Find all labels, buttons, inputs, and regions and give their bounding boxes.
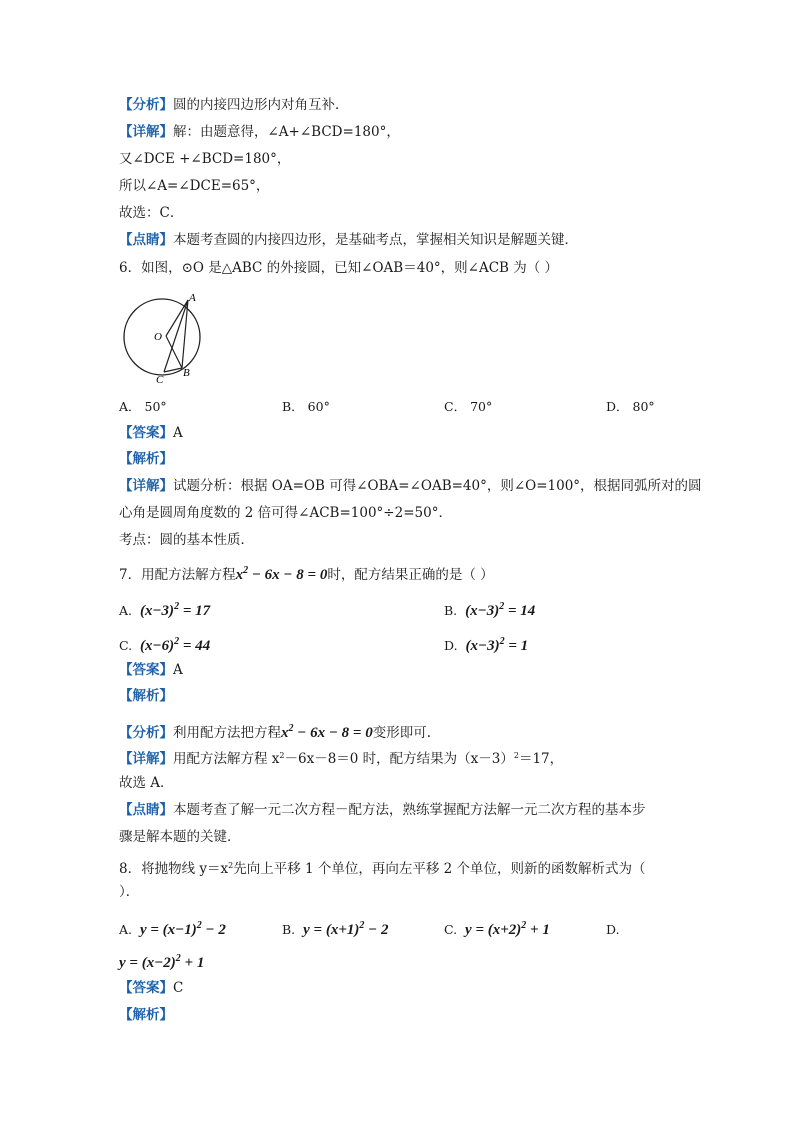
q7-comment-line-2: 骤是解本题的关键． [119, 829, 241, 845]
answer-value: C [173, 980, 184, 996]
jiexi-tag: 【解析】 [119, 688, 173, 704]
q6-detail-line-2: 心角是圆周角度数的 2 倍可得∠ACB=100°÷2=50°． [119, 505, 452, 521]
q8-option-d-letter: D. [606, 922, 620, 937]
q8-option-a: A. $y = (x-1)^2 - 2$ [119, 920, 226, 938]
q6-option-b: B． 60° [282, 399, 330, 414]
analysis-tag: 【分析】 [119, 97, 173, 113]
comment-tag: 【点睛】 [119, 802, 173, 818]
label-B: B [183, 367, 190, 379]
answer-tag: 【答案】 [119, 980, 173, 996]
answer-tag: 【答案】 [119, 425, 173, 441]
q7-jiexi [119, 686, 173, 706]
s5-detail-line [119, 122, 400, 142]
q7-detail: 【详解】用配方法解方程 $x^2-6x-8=0$ 时，配方结果为$(x-3)^2=17$， [119, 751, 564, 767]
answer-value: A [173, 425, 183, 441]
detail-tag: 【详解】 [119, 751, 173, 767]
q6-kaodian: 考点：圆的基本性质． [119, 532, 254, 548]
label-C: C [156, 374, 164, 386]
label-O: O [154, 331, 162, 343]
q7-choose: 故选 A． [119, 775, 174, 791]
q8-stem: 8．将抛物线 $y=x^2$先向上平移 1 个单位，再向左平移 2 个单位，则新的函数解析式为（ [119, 861, 646, 877]
s5-detail-line-3: 所以∠A=∠DCE=65°， [119, 178, 270, 194]
q8-answer [119, 978, 183, 998]
detail-text: 解：由题意得，∠A+∠BCD=180°， [173, 124, 400, 140]
s5-analysis-line [119, 95, 349, 115]
q7-option-d: D. $(x-3)^2 = 1$ [444, 636, 529, 654]
comment-tag: 【点睛】 [119, 232, 173, 248]
q7-option-a: A. $(x-3)^2 = 17$ [119, 601, 211, 619]
q8-option-c: C. $y = (x+2)^2 + 1$ [444, 920, 550, 938]
q7-analysis: 【分析】利用配方法把方程$x^2 - 6x - 8 = 0$变形即可. [119, 723, 432, 741]
jiexi-tag: 【解析】 [119, 1007, 173, 1023]
analysis-tag: 【分析】 [119, 725, 173, 741]
q6-option-c: C． 70° [444, 399, 493, 414]
q7-option-c: C. $(x-6)^2 = 44$ [119, 636, 211, 654]
q6-option-d: D． 80° [606, 399, 655, 414]
s5-comment-line [119, 230, 578, 250]
jiexi-tag: 【解析】 [119, 451, 173, 467]
q6-option-a: A． 50° [119, 399, 167, 414]
s5-detail-line-2: 又∠DCE +∠BCD=180°， [119, 151, 291, 167]
q6-answer [119, 423, 183, 443]
q6-jiexi [119, 449, 173, 469]
equation: $x^2 - 6x - 8 = 0$ [235, 565, 328, 583]
q6-stem: 6．如图，⊙O 是△ABC 的外接圆，已知∠OAB＝40°，则∠ACB 为（ ） [119, 260, 559, 276]
q6-detail-line-1 [119, 476, 702, 496]
q7-answer [119, 660, 183, 680]
detail-text: 试题分析：根据 OA=OB 可得∠OBA=∠OAB=40°，则∠O=100°，根据同弧所对的圆 [173, 478, 702, 494]
answer-value: A [173, 662, 183, 678]
circumcircle [124, 299, 200, 375]
comment-text: 本题考查圆的内接四边形，是基础考点，掌握相关知识是解题关键． [173, 232, 578, 248]
q8-stem-line-2: ）． [119, 884, 140, 900]
circle-figure [118, 292, 206, 388]
q8-jiexi [119, 1005, 173, 1025]
label-A: A [189, 292, 196, 304]
q7-stem: 7．用配方法解方程$x^2 - 6x - 8 = 0$时，配方结果正确的是（ ） [119, 565, 494, 583]
q8-option-d: $y = (x-2)^2 + 1$ [119, 953, 205, 971]
q7-comment-line-1: 【点睛】本题考查了解一元二次方程－配方法，熟练掌握配方法解一元二次方程的基本步 [119, 802, 646, 818]
detail-tag: 【详解】 [119, 478, 173, 494]
equation: $x^2 - 6x - 8 = 0$ [281, 723, 373, 741]
q8-option-b: B. $y = (x+1)^2 - 2$ [282, 920, 389, 938]
s5-choose: 故选：C． [119, 205, 184, 221]
answer-tag: 【答案】 [119, 662, 173, 678]
analysis-text: 圆的内接四边形内对角互补． [173, 97, 349, 113]
q7-option-b: B. $(x-3)^2 = 14$ [444, 601, 536, 619]
detail-tag: 【详解】 [119, 124, 173, 140]
